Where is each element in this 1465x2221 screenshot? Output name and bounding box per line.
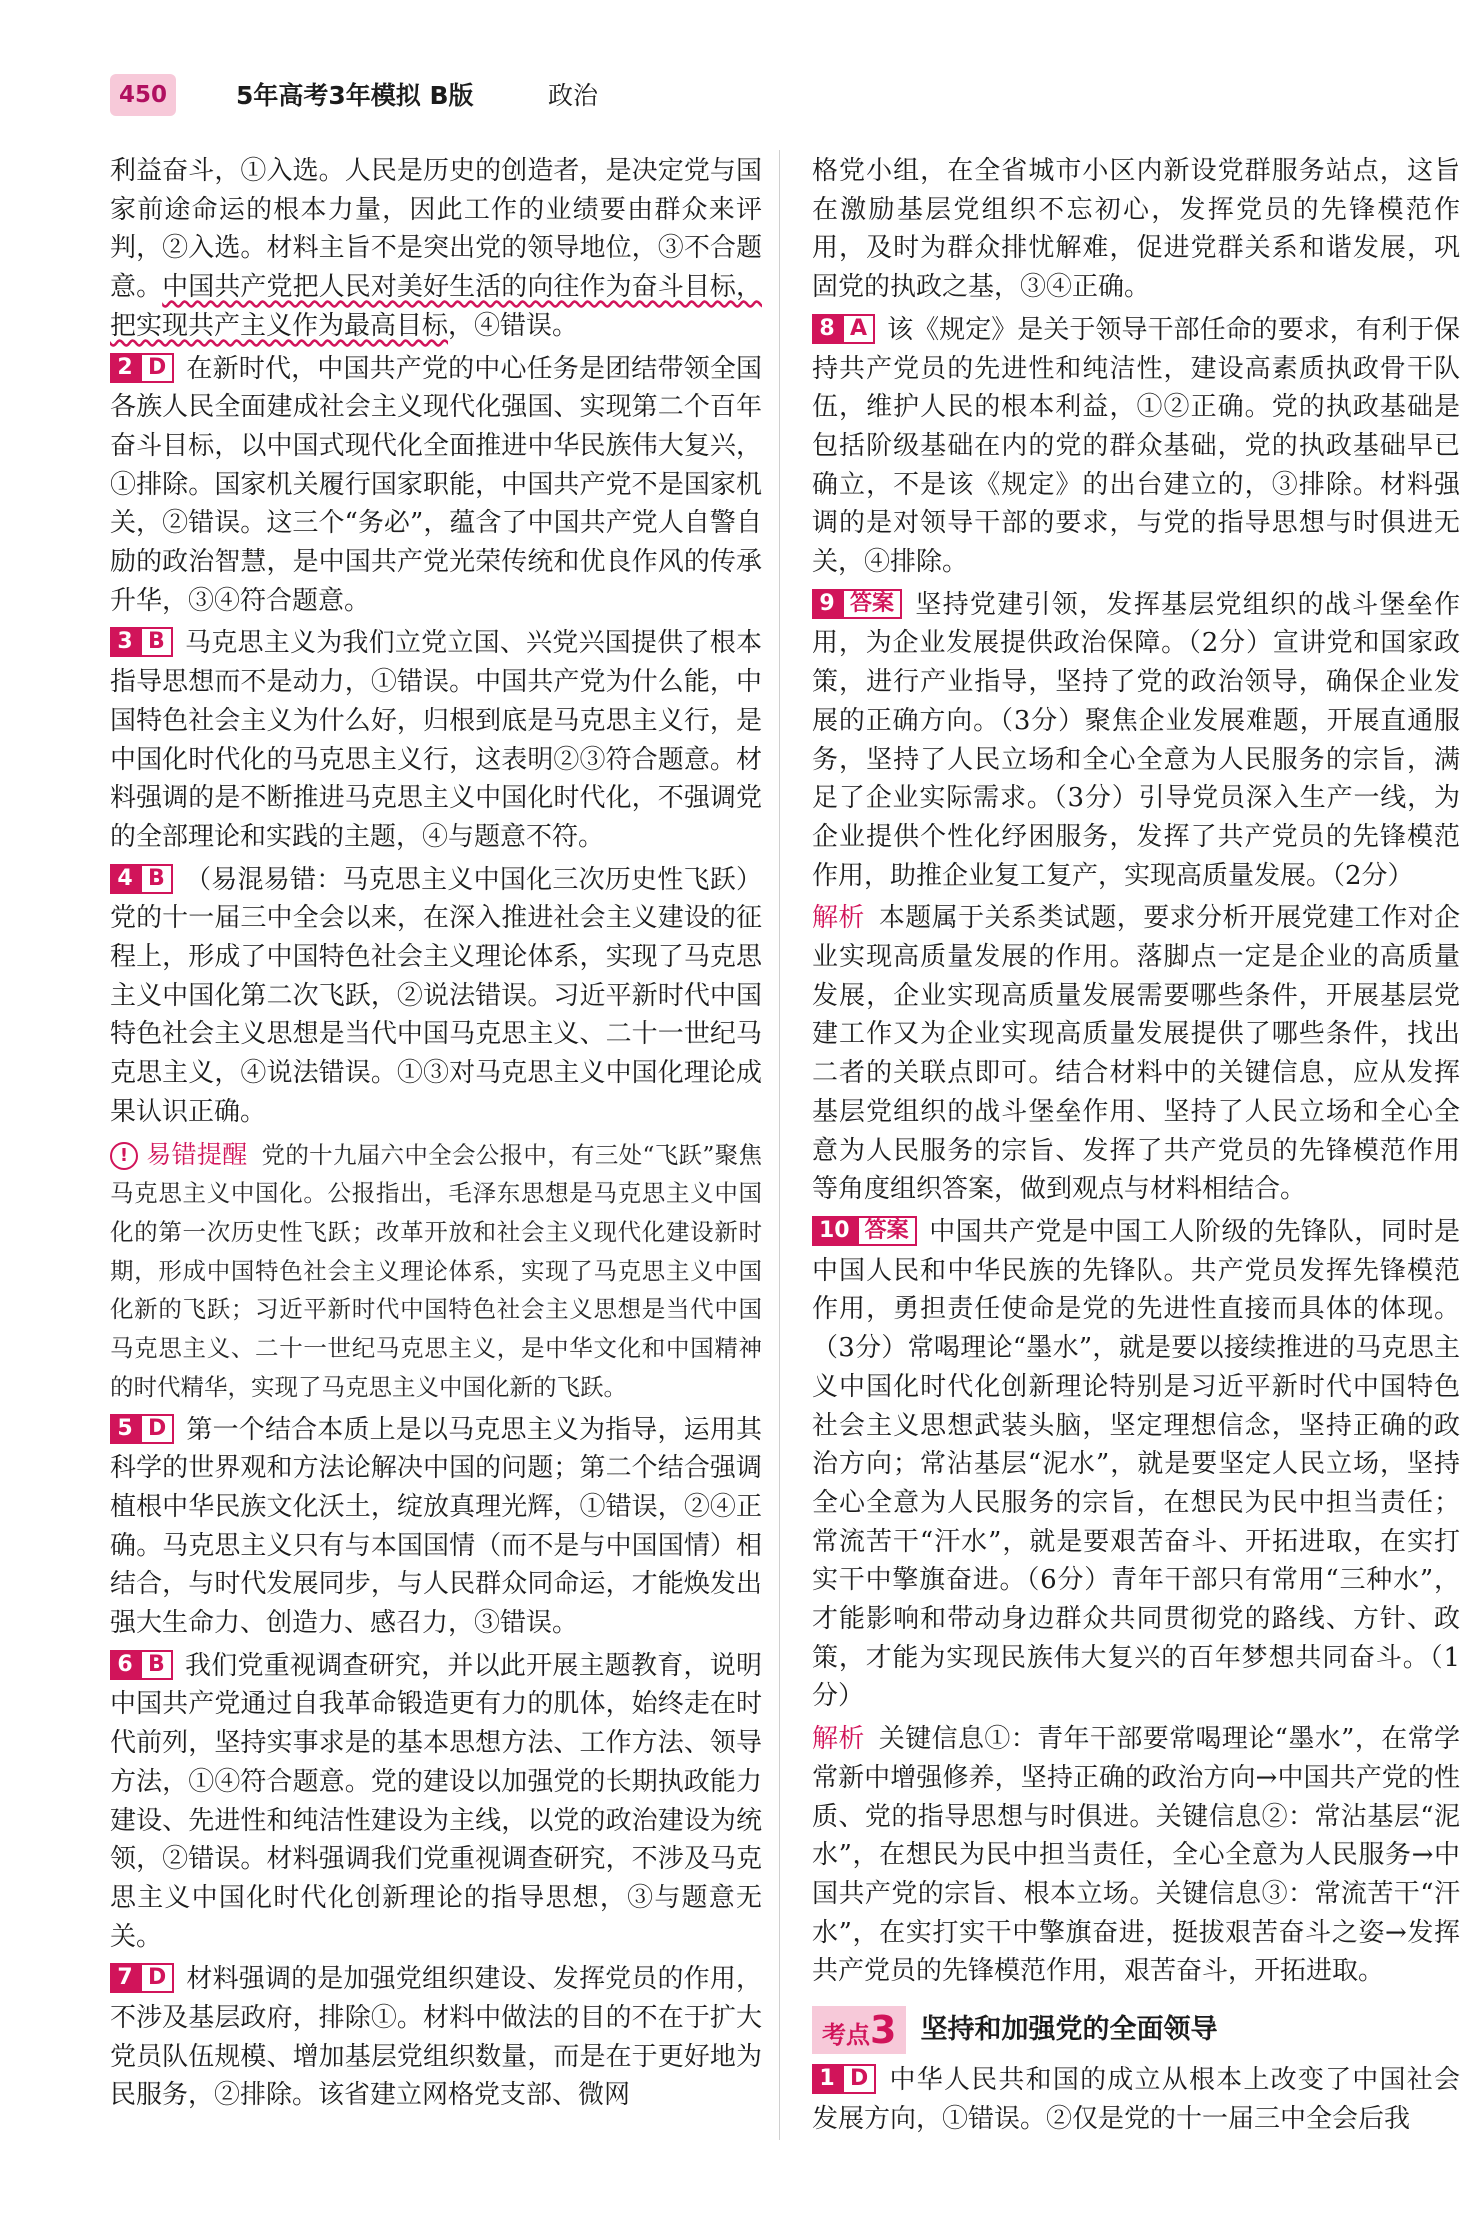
answer-explanation: 中华人民共和国的成立从根本上改变了中国社会发展方向，①错误。②仅是党的十一届三中全会后我 (812, 2065, 1460, 2134)
answer-badge (812, 314, 875, 344)
page-header (0, 0, 1465, 120)
question-number: 1 (812, 2064, 842, 2094)
answer-explanation: 中国共产党是中国工人阶级的先锋队，同时是中国人民和中华民族的先锋队。共产党员发挥先锋模范作用，勇担责任使命是党的先进性直接而具体的体现。（3分）常喝理论“墨水”，就是要以接续推进的马克思主义中国化时代化创新理论特别是习近平新时代中国特色社会主义思想武装头脑，坚定理想信念，坚持正确的政治方向；常沾基层“泥水”，就是要坚定人民立场，坚持全心全意为人民服务的宗旨，在想民为民中担当责任；常流苦干“汗水”，就是要艰苦奋斗、开拓进取，在实打实干中擎旗奋进。（6分）青年干部只有常用“三种水”，才能影响和带动身边群众共同贯彻党的路线、方针、政策，才能为实现民族伟大复兴的百年梦想共同奋斗。（1分） (812, 1216, 1460, 1712)
answer-item (110, 861, 762, 1132)
answer-item (812, 586, 1460, 896)
answer-choice: A (842, 314, 875, 344)
answer-choice: B (140, 627, 173, 657)
question-number: 8 (812, 314, 842, 344)
subject-label: 政治 (548, 81, 599, 110)
analysis-label: 解析 (812, 1724, 865, 1755)
section-tag-label: 考点 (822, 2021, 870, 2050)
answer-choice: D (140, 353, 174, 383)
answer-item (812, 2061, 1460, 2138)
answer-explanation: 坚持党建引领，发挥基层党组织的战斗堡垒作用，为企业发展提供政治保障。（2分）宣讲党和国家政策，进行产业指导，坚持了党的政治领导，确保企业发展的正确方向。（3分）聚焦企业发展难题，开展直通服务，坚持了人民立场和全心全意为人民服务的宗旨，满足了企业实际需求。（3分）引导党员深入生产一线，为企业提供个性化纾困服务，发挥了共产党员的先锋模范作用，助推企业复工复产，实现高质量发展。（2分） (812, 589, 1460, 891)
question-number: 4 (110, 864, 140, 894)
answer-badge (110, 1650, 173, 1680)
continued-paragraph (812, 152, 1460, 307)
answer-choice: D (140, 1963, 174, 1993)
analysis-label: 解析 (812, 903, 865, 934)
answer-explanation: 该《规定》是关于领导干部任命的要求，有利于保持共产党员的先进性和纯洁性，建设高素质执政骨干队伍，维护人民的根本利益，①②正确。党的执政基础是包括阶级基础在内的党的群众基础，党的执政基础早已确立，不是该《规定》的出台建立的，③排除。材料强调的是对领导干部的要求，与党的指导思想与时俱进无关，④排除。 (812, 314, 1460, 578)
paragraph-tail: ，④错误。 (448, 310, 579, 341)
answer-badge (110, 1414, 174, 1444)
answer-choice: B (140, 1650, 173, 1680)
question-number: 7 (110, 1963, 140, 1993)
answer-choice: 答案 (857, 1216, 917, 1246)
answer-item (110, 624, 762, 856)
right-column (812, 152, 1460, 2142)
underlined-key-sentence: 中国共产党把人民对美好生活的向往作为奋斗目标，把实现共产主义作为最高目标 (110, 272, 762, 341)
answer-badge (110, 353, 174, 383)
answer-badge (110, 864, 173, 894)
answer-explanation: 材料强调的是加强党组织建设、发挥党员的作用，不涉及基层政府，排除①。材料中做法的目的不在于扩大党员队伍规模、增加基层党组织数量，而是在于更好地为民服务，②排除。该省建立网格党支部、微网 (110, 1964, 762, 2111)
analysis-text: 本题属于关系类试题，要求分析开展党建工作对企业实现高质量发展的作用。落脚点一定是企业的高质量发展，企业实现高质量发展需要哪些条件，开展基层党建工作又为企业实现高质量发展提供了哪些条件，找出二者的关联点即可。结合材料中的关键信息，应从发挥基层党组织的战斗堡垒作用、坚持了人民立场和全心全意为人民服务的宗旨、发挥了共产党员的先锋模范作用等角度组织答案，做到观点与材料相结合。 (812, 903, 1460, 1205)
answer-choice: D (842, 2064, 876, 2094)
left-column (110, 152, 762, 2119)
answer-item (812, 1213, 1460, 1716)
answer-item (110, 1960, 762, 2115)
answer-explanation: 马克思主义为我们立党立国、兴党兴国提供了根本指导思想而不是动力，①错误。中国共产党为什么能，中国特色社会主义为什么好，归根到底是马克思主义行，是中国化时代化的马克思主义行，这表明②③符合题意。材料强调的是不断推进马克思主义中国化时代化，不强调党的全部理论和实践的主题，④与题意不符。 (110, 628, 762, 852)
continued-paragraph (110, 152, 762, 346)
question-number: 10 (812, 1216, 857, 1246)
answer-choice: B (140, 864, 173, 894)
error-prone-note (110, 1136, 762, 1407)
question-number: 6 (110, 1650, 140, 1680)
note-text: 党的十九届六中全会公报中，有三处“飞跃”聚焦马克思主义中国化。公报指出，毛泽东思想是马克思主义中国化的第一次历史性飞跃；改革开放和社会主义现代化建设新时期，形成中国特色社会主义理论体系，实现了马克思主义中国化新的飞跃；习近平新时代中国特色社会主义思想是当代中国马克思主义、二十一世纪马克思主义，是中华文化和中国精神的时代精华，实现了马克思主义中国化新的飞跃。 (110, 1140, 762, 1401)
column-divider (779, 150, 780, 2140)
analysis-paragraph (812, 1720, 1460, 1991)
page-number: 450 (110, 74, 176, 116)
answer-badge (812, 2064, 876, 2094)
section-heading (812, 2005, 1460, 2055)
answer-choice: D (140, 1414, 174, 1444)
section-tag (812, 2006, 906, 2054)
question-number: 3 (110, 627, 140, 657)
note-label: 易错提醒 (146, 1139, 248, 1169)
answer-item (110, 350, 762, 621)
book-title: 5年高考3年模拟 B版 (236, 81, 474, 110)
answer-item (812, 311, 1460, 582)
answer-explanation: 在新时代，中国共产党的中心任务是团结带领全国各族人民全面建成社会主义现代化强国、实现第二个百年奋斗目标，以中国式现代化全面推进中华民族伟大复兴，①排除。国家机关履行国家职能，中国共产党不是国家机关，②错误。这三个“务必”，蕴含了中国共产党人自警自励的政治智慧，是中国共产党光荣传统和优良作风的传承升华，③④符合题意。 (110, 353, 762, 616)
section-title: 坚持和加强党的全面领导 (920, 2013, 1218, 2045)
answer-item (110, 1647, 762, 1957)
answer-badge (110, 627, 173, 657)
answer-item (110, 1411, 762, 1643)
answer-explanation: （易混易错：马克思主义中国化三次历史性飞跃）党的十一届三中全会以来，在深入推进社会主义建设的征程上，形成了中国特色社会主义理论体系，实现了马克思主义中国化第二次飞跃，②说法错误。习近平新时代中国特色社会主义思想是当代中国马克思主义、二十一世纪马克思主义，④说法错误。①③对马克思主义中国化理论成果认识正确。 (110, 864, 762, 1127)
answer-badge (812, 1216, 917, 1246)
answer-badge (110, 1963, 174, 1993)
answer-explanation: 我们党重视调查研究，并以此开展主题教育，说明中国共产党通过自我革命锻造更有力的肌体，始终走在时代前列，坚持实事求是的基本思想方法、工作方法、领导方法，①④符合题意。党的建设以加强党的长期执政能力建设、先进性和纯洁性建设为主线，以党的政治建设为统领，②错误。材料强调我们党重视调查研究，不涉及马克思主义中国化时代化创新理论的指导思想，③与题意无关。 (110, 1650, 762, 1952)
analysis-text: 关键信息①：青年干部要常喝理论“墨水”，在常学常新中增强修养，坚持正确的政治方向→中国共产党的性质、党的指导思想与时俱进。关键信息②：常沾基层“泥水”，在想民为民中担当责任，全心全意为人民服务→中国共产党的宗旨、根本立场。关键信息③：常流苦干“汗水”，在实打实干中擎旗奋进，挺拔艰苦奋斗之姿→发挥共产党员的先锋模范作用，艰苦奋斗，开拓进取。 (812, 1724, 1460, 1987)
analysis-paragraph (812, 899, 1460, 1209)
section-number: 3 (870, 2008, 897, 2053)
question-number: 5 (110, 1414, 140, 1444)
question-number: 9 (812, 589, 842, 619)
answer-choice: 答案 (842, 589, 902, 619)
paragraph-text: 利益奋斗，①入选。人民是历史的创造者，是决定党与国家前途命运的根本力量，因此工作的业绩要由群众来评判，②入选。材料主旨不是突出党的领导地位，③不合题意。 (110, 156, 762, 303)
answer-badge (812, 589, 902, 619)
paragraph-text: 格党小组，在全省城市小区内新设党群服务站点，这旨在激励基层党组织不忘初心，发挥党员的先锋模范作用，及时为群众排忧解难，促进党群关系和谐发展，巩固党的执政之基，③④正确。 (812, 156, 1460, 303)
question-number: 2 (110, 353, 140, 383)
answer-explanation: 第一个结合本质上是以马克思主义为指导，运用其科学的世界观和方法论解决中国的问题；第二个结合强调植根中华民族文化沃土，绽放真理光辉，①错误，②④正确。马克思主义只有与本国国情（而不是与中国国情）相结合，与时代发展同步，与人民群众同命运，才能焕发出强大生命力、创造力、感召力，③错误。 (110, 1414, 762, 1639)
warning-icon: ! (110, 1142, 138, 1170)
